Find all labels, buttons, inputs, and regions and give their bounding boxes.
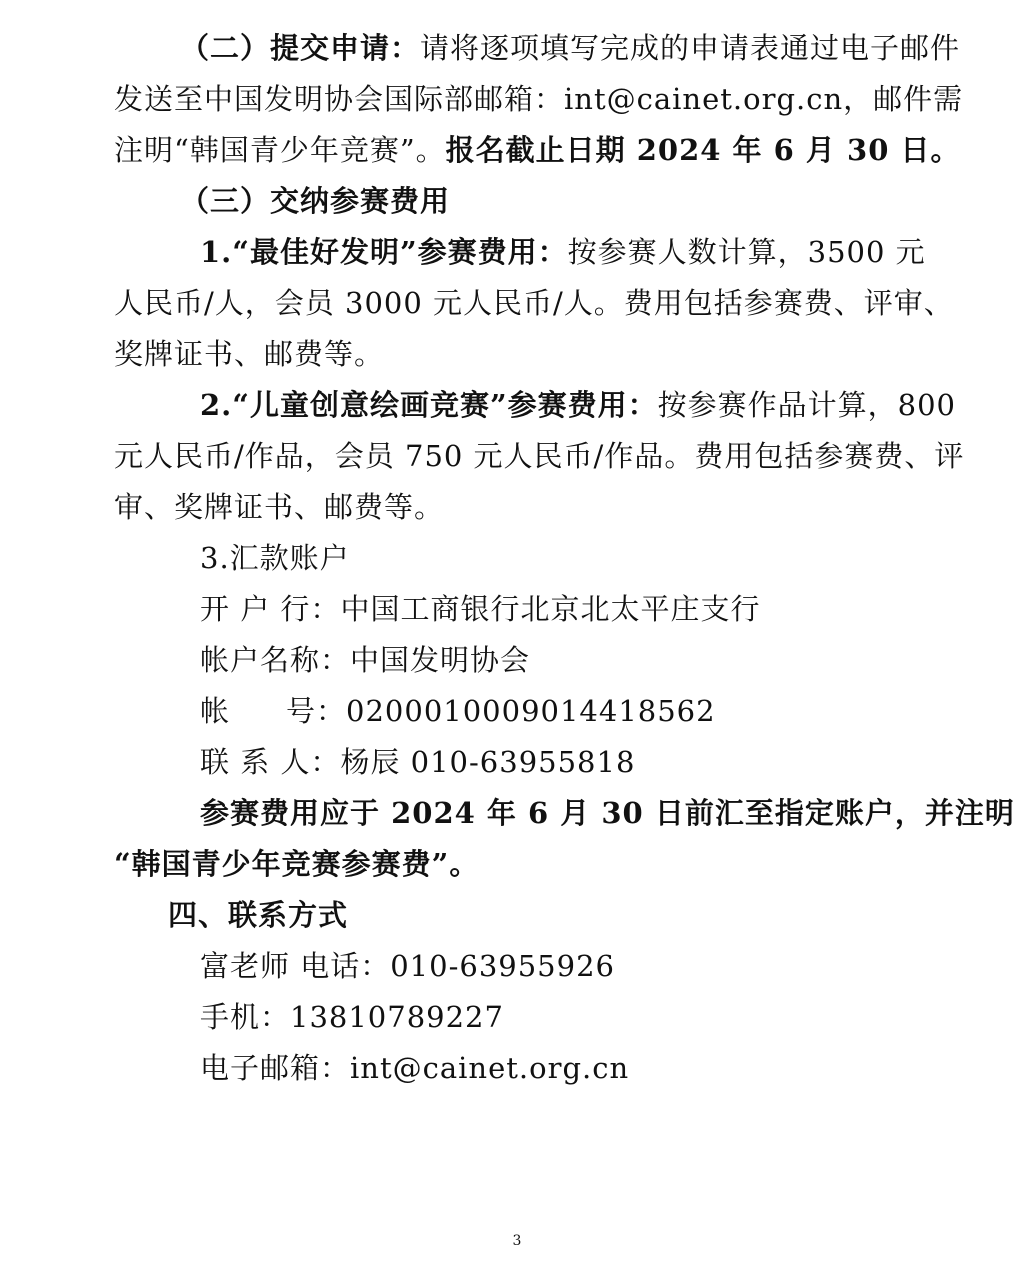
account-number-value: 0200010009014418562 [346,694,716,728]
contact-teacher: 富老师 电话：010-63955926 [200,949,615,983]
section2-line3-text: 注明“韩国青少年竞赛”。 [114,133,446,167]
item1-line2: 人民币/人，会员 3000 元人民币/人。费用包括参赛费、评审、 [114,286,954,320]
section4-heading: 四、联系方式 [168,898,349,932]
fee-notice-line1: 参赛费用应于 2024 年 6 月 30 日前汇至指定账户，并注明 [200,796,1015,830]
bank-value: 中国工商银行北京北太平庄支行 [340,592,761,626]
fee-notice-line2: “韩国青少年竞赛参赛费”。 [114,847,480,881]
account-number-label-a: 帐 [200,694,231,728]
item2-label: 2.“儿童创意绘画竞赛”参赛费用： [200,388,658,422]
contact-person-value: 杨辰 010-63955818 [340,745,636,779]
contact-person-label: 联 系 人： [200,745,341,779]
page-number: 3 [512,1233,522,1249]
section2-line2: 发送至中国发明协会国际部邮箱：int@cainet.org.cn，邮件需 [114,82,964,116]
account-name-row [200,640,530,680]
contact-person-row [200,742,635,782]
account-number-label-b: 号： [286,694,347,728]
item1-line1-text: 按参赛人数计算，3500 元 [567,235,926,269]
item2-line3: 审、奖牌证书、邮费等。 [114,490,445,524]
bank-row [200,589,760,629]
account-number-row [200,691,716,731]
item3-label: 3.汇款账户 [200,541,350,575]
section2-line3 [114,130,960,170]
section2-line1 [180,28,960,68]
item1-line3: 奖牌证书、邮费等。 [114,337,385,371]
section2-deadline: 报名截止日期 2024 年 6 月 30 日。 [445,133,961,167]
section3-heading: （三）交纳参赛费用 [180,184,451,218]
account-name-value: 中国发明协会 [350,643,531,677]
item1-label: 1.“最佳好发明”参赛费用： [200,235,568,269]
account-name-label: 帐户名称： [200,643,351,677]
item2-line1-text: 按参赛作品计算，800 [657,388,956,422]
item1-line1 [200,232,926,272]
bank-label: 开 户 行： [200,592,341,626]
item2-line1 [200,385,956,425]
section2-line1-text: 请将逐项填写完成的申请表通过电子邮件 [420,31,961,65]
section2-heading: （二）提交申请： [180,31,421,65]
item2-line2: 元人民币/作品，会员 750 元人民币/作品。费用包括参赛费、评 [114,439,965,473]
contact-email[interactable]: 电子邮箱：int@cainet.org.cn [200,1051,630,1085]
contact-mobile: 手机：13810789227 [200,1000,504,1034]
